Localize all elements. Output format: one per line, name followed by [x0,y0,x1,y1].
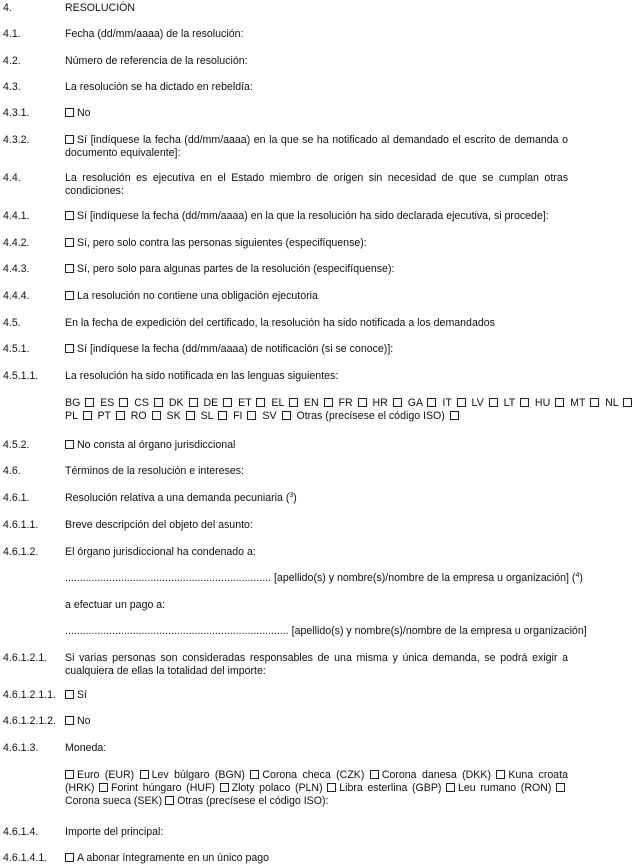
checkbox[interactable] [83,411,92,420]
language-option-sk [167,410,198,422]
item-number: 4.3.1. [3,107,30,119]
checkbox[interactable] [65,690,74,699]
item-number: 4.5. [3,317,21,329]
language-code: EN [303,397,319,409]
item-text: No consta al órgano jurisdiccional [77,439,236,451]
language-option-fi [233,410,259,422]
checkbox[interactable] [65,344,74,353]
checkbox[interactable] [289,398,298,407]
language-code: ES [100,397,115,409]
checkbox[interactable] [154,398,163,407]
checkbox[interactable] [65,716,74,725]
item-text: El órgano jurisdiccional ha condenado a: [65,546,256,558]
item-number: 4. [3,2,12,14]
currency-option: Corona sueca (SEK) [65,795,163,807]
language-code: GA [407,397,423,409]
language-code: FI [233,410,243,422]
currency-option: Otras (precísese el código ISO): [177,795,329,807]
checkbox[interactable] [65,853,74,862]
checkbox[interactable] [427,398,436,407]
checkbox[interactable] [218,411,227,420]
language-code: SL [200,410,214,422]
item-text: Términos de la resolución e intereses: [65,465,245,477]
item-text: Sí [indíquese la fecha (dd/mm/aaaa) de notificación (si se conoce)]: [77,343,394,355]
checkbox[interactable] [457,398,466,407]
checkbox[interactable] [555,398,564,407]
checkbox[interactable] [116,411,125,420]
item-number: 4.5.1. [3,343,30,355]
fill-in-dots[interactable]: ............................................................................ [65,625,289,637]
language-option-el [271,397,301,409]
checkbox[interactable] [165,796,174,805]
item-number: 4.3. [3,81,21,93]
checkbox[interactable] [358,398,367,407]
language-option-lt [504,397,532,409]
language-code: DE [203,397,219,409]
checkbox[interactable] [223,398,232,407]
item-text: a efectuar un pago a: [65,599,166,611]
checkbox[interactable] [152,411,161,420]
language-option-sv [262,410,293,422]
item-number: 4.4.4. [3,290,30,302]
language-code: EL [271,397,284,409]
item-text: La resolución se ha dictado en rebeldía: [65,81,253,93]
checkbox[interactable] [496,770,505,779]
language-code: IT [442,397,452,409]
language-option-hu [535,397,567,409]
language-code: LV [471,397,484,409]
item-number: 4.5.1.1. [3,370,39,382]
checkbox[interactable] [370,770,379,779]
checkbox[interactable] [65,135,74,144]
footnote-close: ) [579,572,583,584]
condemned-party-label: [apellido(s) y nombre(s)/nombre de la empresa u organización] ( [273,572,576,584]
language-line-2 [65,410,568,423]
checkbox[interactable] [189,398,198,407]
item-number: 4.1. [3,28,21,40]
currency-options [65,769,568,808]
item-text: A abonar íntegramente en un único pago [77,852,270,864]
checkbox[interactable] [520,398,529,407]
item-number: 4.6.1.1. [3,519,39,531]
item-text: Si varias personas son consideradas responsables de una misma y única demanda, se podrá exigir a cualquiera de ellas la totalidad del importe: [65,652,568,677]
item-number: 4.6.1.2. [3,546,39,558]
item-text: Fecha (dd/mm/aaaa) de la resolución: [65,28,244,40]
footnote-ref: 4 [575,572,580,579]
item-number: 4.4.3. [3,263,30,275]
language-option-nl [605,397,635,409]
language-code: RO [130,410,147,422]
checkbox[interactable] [119,398,128,407]
checkbox[interactable] [623,398,632,407]
currency-option: Leu rumano (RON) [458,782,552,794]
checkbox[interactable] [590,398,599,407]
checkbox[interactable] [446,783,455,792]
item-number: 4.3.2. [3,134,30,146]
language-code: ET [238,397,252,409]
language-code: PL [65,410,78,422]
language-option-hr [373,397,405,409]
language-option-de [204,397,236,409]
language-option-en [304,397,336,409]
item-number: 4.6.1.2.1.1. [3,689,57,701]
language-code: DK [168,397,184,409]
item-text-after: ) [293,492,297,504]
checkbox[interactable] [65,238,74,247]
item-number: 4.4.1. [3,210,30,222]
language-option-it [442,397,468,409]
item-number: 4.6.1.2.1. [3,652,48,664]
footnote-ref: 3 [289,492,294,499]
checkbox[interactable] [65,291,74,300]
language-option-cs [134,397,166,409]
language-code: HR [372,397,388,409]
item-number: 4.6.1.2.1.2. [3,715,57,727]
checkbox[interactable] [65,770,74,779]
language-option-fr [339,397,370,409]
item-text: Sí [indíquese la fecha (dd/mm/aaaa) en la que se ha notificado al demandado el escrito de demanda o documento equivalente]: [65,134,568,159]
language-code: MT [570,397,586,409]
fill-in-dots[interactable]: ...................................................................... [65,572,272,584]
item-text: La resolución ha sido notificada en las lenguas siguientes: [65,370,339,382]
item-number: 4.6.1.3. [3,742,39,754]
item-text: Breve descripción del objeto del asunto: [65,519,253,531]
item-number: 4.4. [3,172,21,184]
item-text: Sí [77,689,88,701]
item-text: Sí, pero solo contra las personas siguientes (especifíquense): [77,237,367,249]
checkbox[interactable] [556,783,565,792]
currency-option: Lev búlgaro (BGN) [151,769,245,781]
checkbox[interactable] [99,783,108,792]
language-option-es [100,397,131,409]
currency-option: Corona checa (CZK) [262,769,365,781]
checkbox[interactable] [250,770,259,779]
language-option-lv [472,397,501,409]
checkbox[interactable] [65,264,74,273]
currency-option: Libra esterlina (GBP) [339,782,442,794]
checkbox[interactable] [256,398,265,407]
item-number: 4.2. [3,55,21,67]
item-text: La resolución es ejecutiva en el Estado miembro de origen sin necesidad de que se cumplan otras condiciones: [65,172,568,197]
item-text: No [77,715,91,727]
item-text: Sí, pero solo para algunas partes de la resolución (especifíquense): [77,263,395,275]
item-number: 4.4.2. [3,237,30,249]
language-option-bg [65,397,97,409]
item-text: No [77,107,91,119]
checkbox[interactable] [489,398,498,407]
language-option-ga [408,397,440,409]
item-number: 4.5.2. [3,439,30,451]
checkbox[interactable] [324,398,333,407]
checkbox[interactable] [65,108,74,117]
language-option-sl [201,410,231,422]
checkbox[interactable] [450,411,459,420]
currency-option: Kuna croata (HRK) [65,769,568,794]
payee-label: [apellido(s) y nombre(s)/nombre de la empresa u organización] [291,625,587,637]
item-number: 4.6. [3,465,21,477]
item-number: 4.6.1. [3,492,30,504]
language-code: BG [65,397,81,409]
language-option-pl [65,410,95,422]
currency-option: Zloty polaco (PLN) [231,782,323,794]
language-line-1 [65,397,619,410]
item-text: Importe del principal: [65,826,164,838]
language-code: FR [338,397,353,409]
checkbox[interactable] [220,783,229,792]
language-option-ro [131,410,164,422]
language-option-et [238,397,268,409]
item-text: En la fecha de expedición del certificado, la resolución ha sido notificada a los demandados [65,317,495,329]
item-text: RESOLUCIÓN [65,2,136,14]
currency-option: Euro (EUR) [77,769,135,781]
checkbox[interactable] [186,411,195,420]
language-code: SV [262,410,277,422]
language-option-mt [570,397,602,409]
language-code: NL [605,397,619,409]
language-option-pt [97,410,127,422]
item-number: 4.6.1.4.1. [3,852,48,864]
item-text: Moneda: [65,742,107,754]
language-code: HU [534,397,551,409]
checkbox[interactable] [85,398,94,407]
language-other-label: Otras (precísese el código ISO) [296,410,445,422]
checkbox[interactable] [247,411,256,420]
language-code: SK [166,410,181,422]
checkbox[interactable] [282,411,291,420]
item-text: Número de referencia de la resolución: [65,55,248,67]
language-code: PT [97,410,111,422]
item-text: La resolución no contiene una obligación ejecutoria [77,290,318,302]
currency-option: Corona danesa (DKK) [381,769,491,781]
checkbox[interactable] [327,783,336,792]
item-text: Sí [indíquese la fecha (dd/mm/aaaa) en la que la resolución ha sido declarada ejecutiva, si procede]: [77,210,549,222]
item-number: 4.6.1.4. [3,826,39,838]
checkbox[interactable] [65,211,74,220]
checkbox[interactable] [140,770,149,779]
checkbox[interactable] [65,440,74,449]
checkbox[interactable] [393,398,402,407]
language-option-dk [169,397,201,409]
currency-option: Forint húngaro (HUF) [111,782,215,794]
item-text: Resolución relativa a una demanda pecuniaria ( [65,492,290,504]
language-code: CS [134,397,149,409]
language-code: LT [503,397,516,409]
